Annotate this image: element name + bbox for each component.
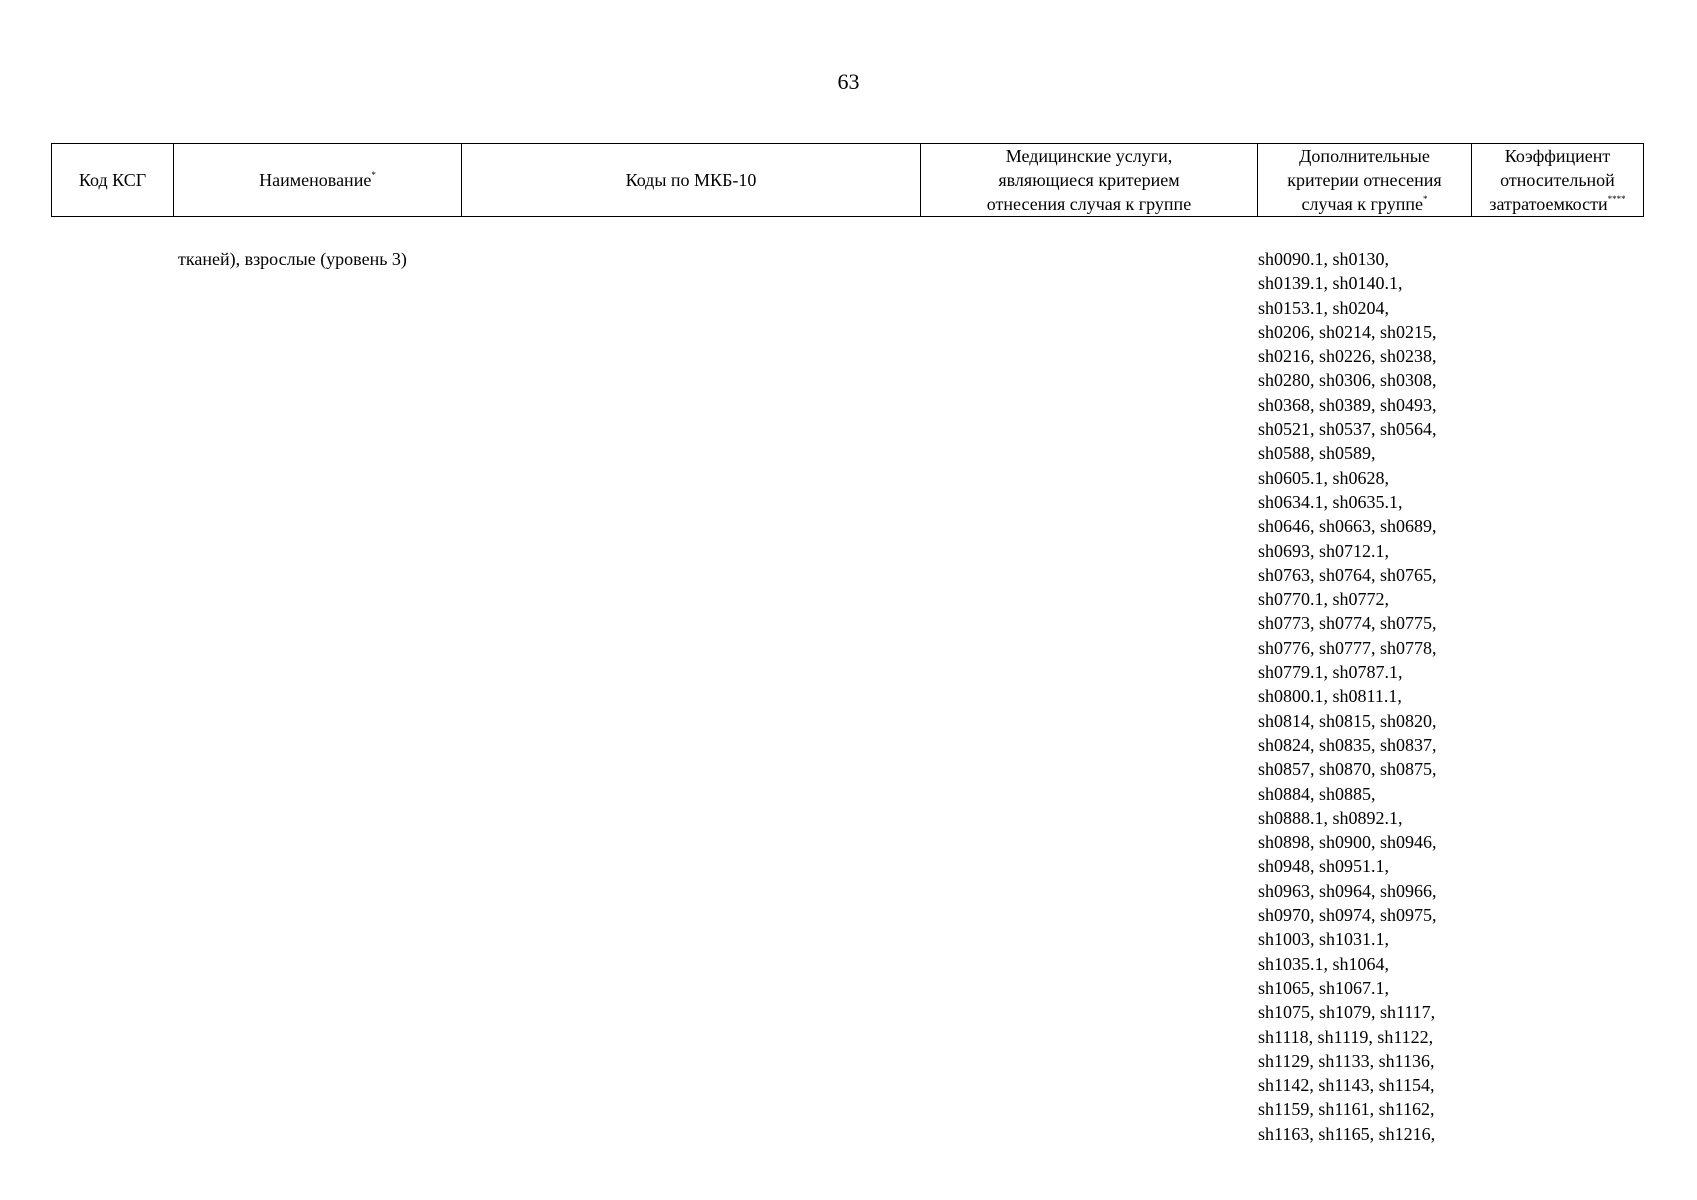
criteria-line: sh0763, sh0764, sh0765, — [1258, 564, 1437, 585]
header-icd-label: Коды по МКБ-10 — [625, 170, 757, 190]
table-header-row — [52, 144, 1644, 217]
criteria-line: sh1075, sh1079, sh1117, — [1258, 1002, 1436, 1023]
header-cost-coefficient — [1472, 144, 1644, 217]
criteria-line: sh0280, sh0306, sh0308, — [1258, 370, 1437, 391]
criteria-line: sh0888.1, sh0892.1, — [1258, 807, 1403, 828]
criteria-line: sh1142, sh1143, sh1154, — [1258, 1075, 1435, 1096]
header-additional-footnote-mark: * — [1422, 194, 1428, 204]
criteria-line: sh1159, sh1161, sh1162, — [1258, 1099, 1435, 1120]
criteria-line: sh0139.1, sh0140.1, — [1258, 273, 1403, 294]
criteria-line: sh0814, sh0815, sh0820, — [1258, 710, 1437, 731]
page-number: 63 — [837, 69, 860, 94]
header-services-line: отнесения случая к группе — [986, 194, 1192, 214]
header-name-label: Наименование — [259, 170, 372, 190]
criteria-line: sh0693, sh0712.1, — [1258, 540, 1390, 561]
criteria-line: sh0948, sh0951.1, — [1258, 856, 1390, 877]
criteria-line: sh0090.1, sh0130, — [1258, 249, 1390, 269]
header-code — [52, 144, 174, 217]
criteria-line: sh1003, sh1031.1, — [1258, 929, 1390, 950]
additional-criteria-list — [1258, 247, 1437, 1146]
header-coef-footnote-mark: **** — [1607, 194, 1626, 204]
header-code-label: Код КСГ — [78, 170, 147, 190]
header-name — [174, 144, 462, 217]
criteria-line: sh0824, sh0835, sh0837, — [1258, 734, 1437, 755]
table-header — [51, 143, 1644, 217]
header-medical-services — [921, 144, 1258, 217]
header-additional-criteria — [1258, 144, 1472, 217]
criteria-line: sh0646, sh0663, sh0689, — [1258, 516, 1437, 537]
header-coef-line: Коэффициент — [1504, 146, 1611, 166]
criteria-line: sh0588, sh0589, — [1258, 443, 1376, 464]
criteria-line: sh0963, sh0964, sh0966, — [1258, 880, 1437, 901]
criteria-line: sh0884, sh0885, — [1258, 783, 1376, 804]
header-additional-line: Дополнительные — [1299, 146, 1430, 166]
criteria-line: sh0605.1, sh0628, — [1258, 467, 1390, 488]
criteria-line: sh0800.1, sh0811.1, — [1258, 686, 1402, 707]
header-icd-codes — [462, 144, 921, 217]
header-name-footnote-mark: * — [371, 170, 376, 180]
criteria-line: sh0857, sh0870, sh0875, — [1258, 759, 1437, 780]
header-additional-line: случая к группе — [1301, 194, 1423, 214]
header-additional-line: критерии отнесения — [1287, 170, 1442, 190]
criteria-line: sh1129, sh1133, sh1136, — [1258, 1050, 1435, 1071]
criteria-line: sh0776, sh0777, sh0778, — [1258, 637, 1437, 658]
criteria-line: sh0770.1, sh0772, — [1258, 589, 1390, 610]
header-services-line: Медицинские услуги, — [1005, 146, 1173, 166]
criteria-line: sh1163, sh1165, sh1216, — [1258, 1123, 1436, 1144]
row-name-continuation: тканей), взрослые (уровень 3) — [178, 249, 407, 269]
criteria-line: sh0970, sh0974, sh0975, — [1258, 905, 1437, 926]
criteria-line: sh0206, sh0214, sh0215, — [1258, 321, 1437, 342]
criteria-line: sh0773, sh0774, sh0775, — [1258, 613, 1437, 634]
criteria-line: sh0779.1, sh0787.1, — [1258, 662, 1403, 683]
header-coef-line: затратоемкости — [1489, 194, 1608, 214]
header-services-line: являющиеся критерием — [998, 170, 1180, 190]
criteria-line: sh1035.1, sh1064, — [1258, 953, 1390, 974]
criteria-line: sh0521, sh0537, sh0564, — [1258, 419, 1437, 440]
criteria-line: sh0898, sh0900, sh0946, — [1258, 832, 1437, 853]
criteria-line: sh0216, sh0226, sh0238, — [1258, 346, 1437, 367]
criteria-line: sh0153.1, sh0204, — [1258, 297, 1390, 318]
criteria-line: sh0634.1, sh0635.1, — [1258, 491, 1403, 512]
criteria-line: sh0368, sh0389, sh0493, — [1258, 394, 1437, 415]
header-coef-line: относительной — [1500, 170, 1615, 190]
criteria-line: sh1065, sh1067.1, — [1258, 977, 1390, 998]
criteria-line: sh1118, sh1119, sh1122, — [1258, 1026, 1434, 1047]
